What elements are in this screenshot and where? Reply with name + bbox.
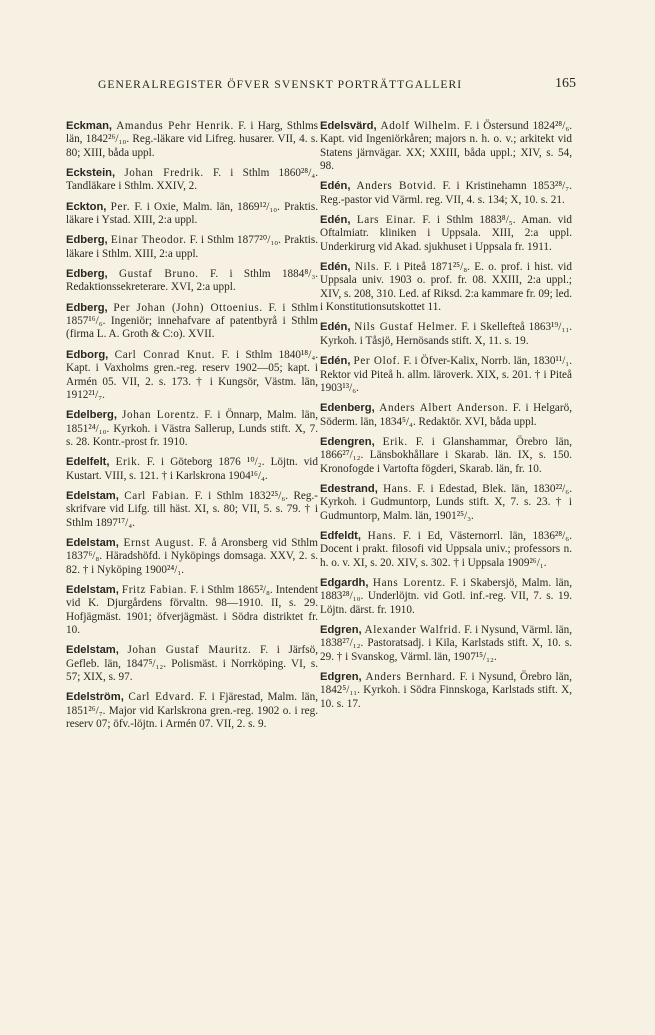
page-number: 165: [555, 76, 576, 91]
register-entry: [320, 261, 572, 314]
register-entry: [66, 456, 318, 483]
right-column: [320, 120, 572, 718]
entry-surname: Edgren,: [320, 624, 362, 636]
entry-surname: Edelberg,: [66, 409, 117, 422]
entry-surname: Edelstam,: [66, 644, 119, 657]
entry-surname: Eckman,: [66, 120, 113, 132]
entry-surname: Edén,: [320, 180, 351, 193]
entry-details: F. i Kristinehamn 1853²⁸/₇. Reg.-pastor vid Värml. reg. VII, 4. s. 134; X, 10. s. 21.: [320, 180, 572, 206]
entry-surname: Edborg,: [66, 348, 109, 361]
entry-details: F. i Sthlm 1832²⁵/₆. Reg.-skrifvare vid Lifg. till häst. XI, s. 80; VII, 5. s. 79. † i Sthlm 1897¹⁷/₄.: [66, 489, 318, 529]
entry-surname: Edgardh,: [320, 576, 369, 589]
register-entry: [320, 180, 572, 207]
entry-details: F. i Sthlm 1884⁸/₃. Redaktionssekreterare. XVI, 2:a uppl.: [66, 268, 319, 294]
entry-given-names: Johan Fredrik.: [124, 167, 204, 180]
register-entry: [320, 577, 572, 617]
entry-details: F. i Fjärestad, Malm. län, 1851²⁶/₇. Major vid Karlskrona gren.-reg. 1902 o. i reg. reserv 07; öfv.-löjtn. i Armén 07. VII, 2. s. 9.: [66, 691, 318, 731]
entry-surname: Edfeldt,: [320, 529, 362, 542]
entry-given-names: Carl Edvard.: [128, 691, 195, 704]
register-entry: [66, 268, 318, 295]
entry-given-names: Per Johan (John) Ottoenius.: [113, 301, 263, 314]
entry-given-names: Carl Conrad Knut.: [114, 348, 216, 361]
entry-details: F. i Piteå 1871²⁵/₈. E. o. prof. i hist. vid Uppsala univ. 1903 o. prof. fr. 08. XXIII, 2:a uppl.; XIV, s. 208, 310. Led. af Riksd. 2:a kammare fr. 09; led. i Konstitutionsutskottet 11.: [320, 261, 573, 314]
entry-surname: Edelström,: [66, 691, 124, 704]
entry-details: F. i Öfver-Kalix, Norrb. län, 1830¹¹/₁. Rektor vid Piteå h. allm. läroverk. XIX, s. 201. † i Piteå 1903¹³/₆.: [320, 355, 573, 394]
register-entry: [320, 436, 572, 476]
entry-given-names: Anders Albert Anderson.: [379, 402, 509, 415]
entry-surname: Eckton,: [66, 200, 107, 213]
entry-details: F. i Oxie, Malm. län, 1869¹²/₁₀. Praktis. läkare i Ystad. XIII, 2:a uppl.: [66, 200, 319, 227]
entry-surname: Edestrand,: [320, 482, 378, 495]
entry-given-names: Anders Botvid.: [356, 180, 437, 193]
entry-given-names: Johan Gustaf Mauritz.: [127, 644, 252, 657]
entry-surname: Edengren,: [320, 435, 375, 448]
entry-given-names: Amandus Pehr Henrik.: [116, 120, 234, 132]
register-entry: [320, 321, 572, 348]
register-entry: [66, 167, 318, 194]
register-entry: [66, 234, 318, 261]
entry-surname: Edelfelt,: [66, 456, 110, 469]
register-entry: [66, 120, 318, 160]
page-header: [98, 78, 576, 98]
entry-given-names: Gustaf Bruno.: [118, 268, 199, 281]
register-entry: [66, 349, 318, 402]
entry-surname: Edén,: [320, 321, 351, 334]
entry-details: F. i Ed, Västernorrl. län, 1836²⁸/₆. Docent i prakt. filosofi vid Uppsala univ.; professors n. h. o. v. XI, s. 20. XIV, s. 302. † i Uppsala 1909²⁶/₁.: [320, 529, 572, 569]
entry-surname: Eckstein,: [66, 167, 116, 180]
entry-given-names: Alexander Walfrid.: [364, 624, 462, 636]
entry-details: F. i Sthlm 1883⁸/₅. Aman. vid Oftalmiatr. kliniken i Uppsala. XIII, 2:a uppl. Underkirurg vid Akad. sjukhuset i Uppsala fr. 1911.: [320, 214, 573, 253]
entry-surname: Edberg,: [66, 234, 108, 247]
entry-surname: Edenberg,: [320, 402, 375, 415]
entry-given-names: Fritz Fabian.: [121, 583, 188, 596]
left-column: [66, 120, 318, 738]
entry-surname: Edberg,: [66, 268, 108, 281]
entry-given-names: Anders Bernhard.: [365, 671, 456, 684]
running-title: GENERALREGISTER ÖFVER SVENSKT PORTRÄTTGALLERI: [98, 78, 463, 91]
entry-details: F. i Skellefteå 1863¹⁹/₁₁. Kyrkoh. i Tåsjö, Hernösands stift. X, 11. s. 19.: [320, 321, 573, 347]
register-entry: [66, 644, 318, 684]
entry-details: F. i Nysund, Örebro län, 1842⁵/₁₁. Kyrkoh. i Södra Finnskoga, Karlstads stift. X, 10. s. 17.: [320, 671, 572, 710]
register-entry: [320, 214, 572, 254]
entry-details: F. i Göteborg 1876 ¹⁰/₂. Löjtn. vid Kustart. VIII, s. 121. † i Karlskrona 1904¹⁶/₄.: [66, 456, 319, 482]
entry-details: F. i Östersund 1824²⁸/₆. Kapt. vid Ingeniörkåren; majors n. h. o. v.; arkitekt vid Statens järnvägar. XX; XXIII, båda uppl.; XIV, s. 54, 98.: [320, 120, 573, 173]
entry-details: F. i Sthlm 1860²⁸/₄. Tandläkare i Sthlm. XXIV, 2.: [66, 167, 318, 193]
entry-given-names: Per Olof.: [353, 355, 401, 368]
register-entry: [66, 302, 318, 342]
entry-details: F. i Sthlm 1865²/₈. Intendent vid K. Djurgårdens förvaltn. 98—1910. II, s. 29. Hofjägmäst. 1901; öfverjägmäst. i Södra distriktet fr. 10.: [66, 583, 319, 636]
entry-given-names: Lars Einar.: [356, 214, 417, 227]
entry-details: F. i Edestad, Blek. län, 1830²²/₆. Kyrkoh. i Gudmuntorp, Lunds stift. X, 7. s. 23. † i Gudmuntorp, Malm. län, 1901²⁵/₃.: [320, 482, 572, 522]
entry-details: F. i Glanshammar, Örebro län, 1866²⁷/₁₂. Länsbokhållare i Skarab. län. IX, s. 150. Kronofogde i Vartofta fögderi, Skarab. län, fr. 10.: [320, 435, 573, 475]
register-entry: [66, 691, 318, 731]
entry-surname: Edelstam,: [66, 583, 119, 596]
entry-given-names: Hans.: [367, 529, 397, 542]
entry-given-names: Carl Fabian.: [124, 489, 190, 502]
entry-details: F. i Skabersjö, Malm. län, 1883²⁸/₁₀. Underlöjtn. vid Gotl. inf.-reg. VII, 7. s. 19. Löjtn. därst. fr. 1910.: [320, 576, 573, 616]
register-entry: [320, 530, 572, 570]
entry-surname: Edelstam,: [66, 536, 119, 549]
register-entry: [320, 120, 572, 173]
entry-details: F. i Harg, Sthlms län, 1842²⁶/₁₀. Reg.-läkare vid Lifreg. husarer. VII, 4. s. 80; XIII, båda uppl.: [66, 120, 318, 159]
entry-surname: Edén,: [320, 214, 351, 227]
register-entry: [66, 584, 318, 637]
register-entry: [320, 402, 572, 429]
entry-details: F. i Sthlm 1857¹⁶/₆. Ingeniör; innehafvare af patentbyrå i Sthlm (firma L. A. Groth & C:o). XVII.: [66, 301, 319, 341]
entry-given-names: Erik.: [382, 435, 408, 448]
entry-given-names: Hans.: [383, 482, 412, 495]
entry-surname: Edberg,: [66, 301, 108, 314]
register-entry: [66, 537, 318, 577]
register-entry: [320, 355, 572, 395]
entry-given-names: Erik.: [115, 456, 141, 469]
entry-surname: Edgren,: [320, 671, 362, 684]
entry-given-names: Ernst August.: [123, 536, 195, 549]
entry-given-names: Johan Lorentz.: [122, 409, 200, 422]
entry-details: F. i Sthlm 1840¹⁸/₄. Kapt. i Vaxholms gren.-reg. reserv 1902—05; kapt. i Armén 05. VII, 2. s. 173. † i Kungsör, Västm. län, 1912²¹/₇.: [66, 348, 319, 401]
entry-surname: Edén,: [320, 355, 351, 368]
entry-given-names: Hans Lorentz.: [372, 576, 446, 589]
register-entry: [66, 490, 318, 530]
register-entry: [320, 624, 572, 664]
entry-details: F. i Nysund, Värml. län, 1838²⁷/₁₂. Pastoratsadj. i Kila, Karlstads stift. X, 10. s. 29. † i Svanskog, Värml. län, 1907¹⁵/₁₂.: [320, 624, 573, 663]
entry-given-names: Adolf Wilhelm.: [380, 120, 461, 132]
entry-details: F. å Aronsberg vid Sthlm 1837⁶/₈. Häradshöfd. i Nyköpings domsaga. XXV, 2. s. 82. † i Nyköping 1900²⁴/₁.: [66, 536, 318, 576]
entry-given-names: Einar Theodor.: [110, 234, 187, 247]
entry-given-names: Per.: [110, 200, 131, 213]
entry-surname: Edelstam,: [66, 489, 119, 502]
entry-surname: Edén,: [320, 261, 351, 274]
register-entry: [320, 671, 572, 711]
entry-details: F. i Önnarp, Malm. län, 1851²⁴/₁₀. Kyrkoh. i Västra Sallerup, Lunds stift. X, 7. s. 28. Kontr.-prost fr. 1910.: [66, 409, 319, 448]
entry-details: F. i Järfsö, Gefleb. län, 1847⁵/₁₂. Polismäst. i Norrköping. VI, s. 57; XIX, s. 97.: [66, 644, 318, 684]
entry-details: F. i Sthlm 1877²⁰/₁₀. Praktis. läkare i Sthlm. XIII, 2:a uppl.: [66, 234, 318, 260]
register-entry: [320, 483, 572, 523]
entry-given-names: Nils Gustaf Helmer.: [354, 321, 458, 334]
entry-given-names: Nils.: [354, 261, 380, 274]
register-entry: [66, 201, 318, 228]
entry-details: F. i Helgarö, Söderm. län, 1834⁵/₄. Redaktör. XVI, båda uppl.: [320, 402, 572, 428]
entry-surname: Edelsvärd,: [320, 120, 377, 132]
register-entry: [66, 409, 318, 449]
